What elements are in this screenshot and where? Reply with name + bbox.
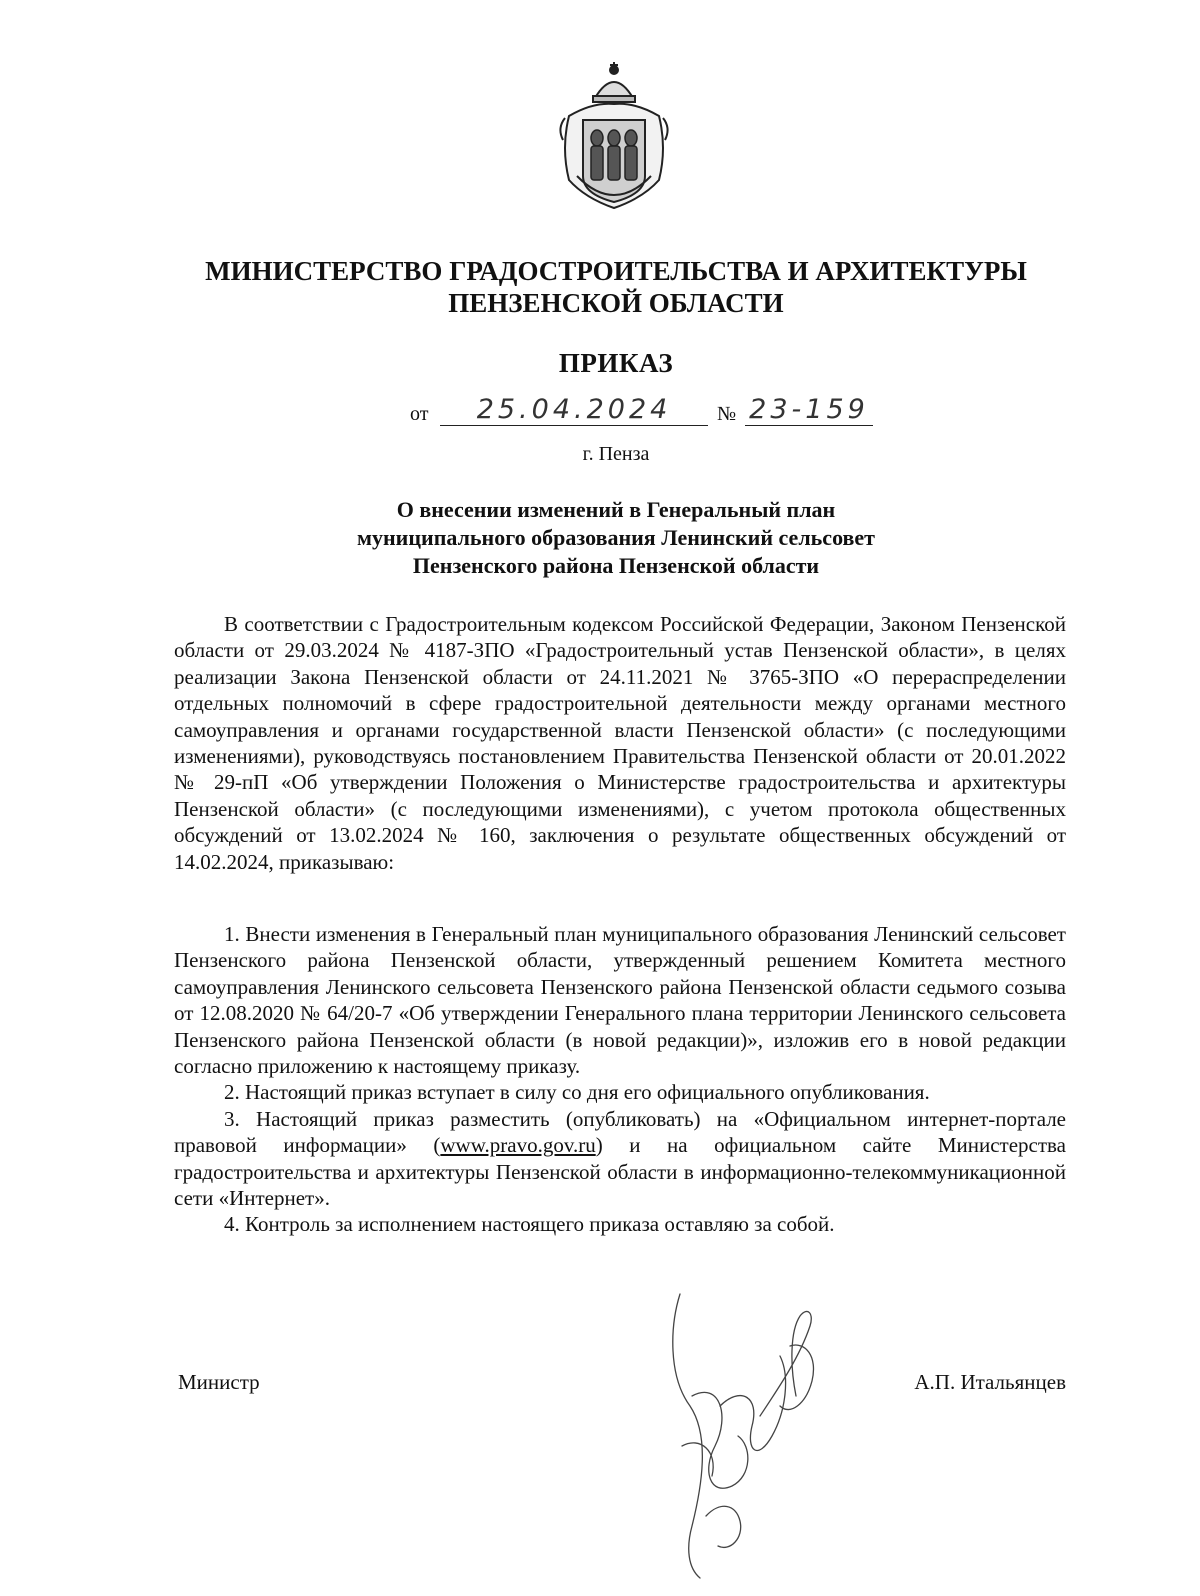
order-item-3-text-end: ) и на официальном сайте Министерства градостроительства и архитектуры Пензенской области в информационно-телекоммуникационной сети «Интернет». [174, 1133, 1067, 1211]
document-title-line2: муниципального образования Ленинский сельсовет [357, 525, 875, 550]
preamble-paragraph [174, 611, 1066, 875]
signature-block [174, 1370, 1066, 1400]
pravo-gov-link[interactable]: www.pravo.gov.ru [440, 1133, 596, 1158]
preamble-text: В соответствии с Градостроительным кодексом Российской Федерации, Законом Пензенской области от 29.03.2024 № 4187-ЗПО «Градостроительный устав Пензенской области», в целях реализации Закона Пензенской области от 24.11.2021 № 3765-ЗПО «О перераспределении отдельных полномочий в сфере градостроительной деятельности между органами местного самоуправления и органами государственной власти Пензенской области» (с последующими изменениями), руководствуясь постановлением Правительства Пензенской области от 20.01.2022 № 29-пП «Об утверждении Положения о Министерстве градостроительства и архитектуры Пензенской области» (с последующими изменениями), с учетом протокола общественных обсуждений от 13.02.2024 № 160, заключения о результате общественных обсуждений от 14.02.2024, приказываю: [174, 612, 1066, 874]
order-item-2: 2. Настоящий приказ вступает в силу со дня его официального опубликования. [224, 1080, 930, 1105]
number-label: № [717, 403, 737, 425]
order-number-value: 23-159 [745, 395, 873, 426]
date-value: 25.04.2024 [440, 395, 708, 426]
order-items [174, 921, 1066, 1238]
signer-name: А.П. Итальянцев [914, 1370, 1066, 1394]
ministry-name-line2: ПЕНЗЕНСКОЙ ОБЛАСТИ [448, 288, 784, 318]
ministry-name-line1: МИНИСТЕРСТВО ГРАДОСТРОИТЕЛЬСТВА И АРХИТЕКТУРЫ [205, 256, 1027, 286]
coat-of-arms-emblem [555, 58, 673, 216]
document-type: ПРИКАЗ [558, 348, 674, 378]
city: г. Пенза [582, 443, 650, 465]
order-item-3 [174, 1106, 1066, 1212]
order-item-3-text-start: 3. Настоящий приказ разместить (опубликовать) на «Официальном интернет-портале правовой информации» ( [174, 1106, 1066, 1158]
handwritten-signature [640, 1286, 840, 1586]
order-item-4: 4. Контроль за исполнением настоящего приказа оставляю за собой. [224, 1212, 835, 1237]
signer-position: Министр [178, 1370, 260, 1394]
document-title-line1: О внесении изменений в Генеральный план [396, 497, 836, 522]
date-label: от [410, 403, 429, 425]
order-item-1: 1. Внести изменения в Генеральный план муниципального образования Ленинский сельсовет Пензенского района Пензенской области, утвержденный решением Комитета местного самоуправления Ленинского сельсовета Пензенского района Пензенской области седьмого созыва от 12.08.2020 № 64/20-7 «Об утверждении Генерального плана территории Ленинского сельсовета Пензенского района Пензенской области (в новой редакции)», изложив его в новой редакции согласно приложению к настоящему приказу. [174, 922, 1066, 1079]
document-title-line3: Пензенского района Пензенской области [412, 553, 820, 578]
